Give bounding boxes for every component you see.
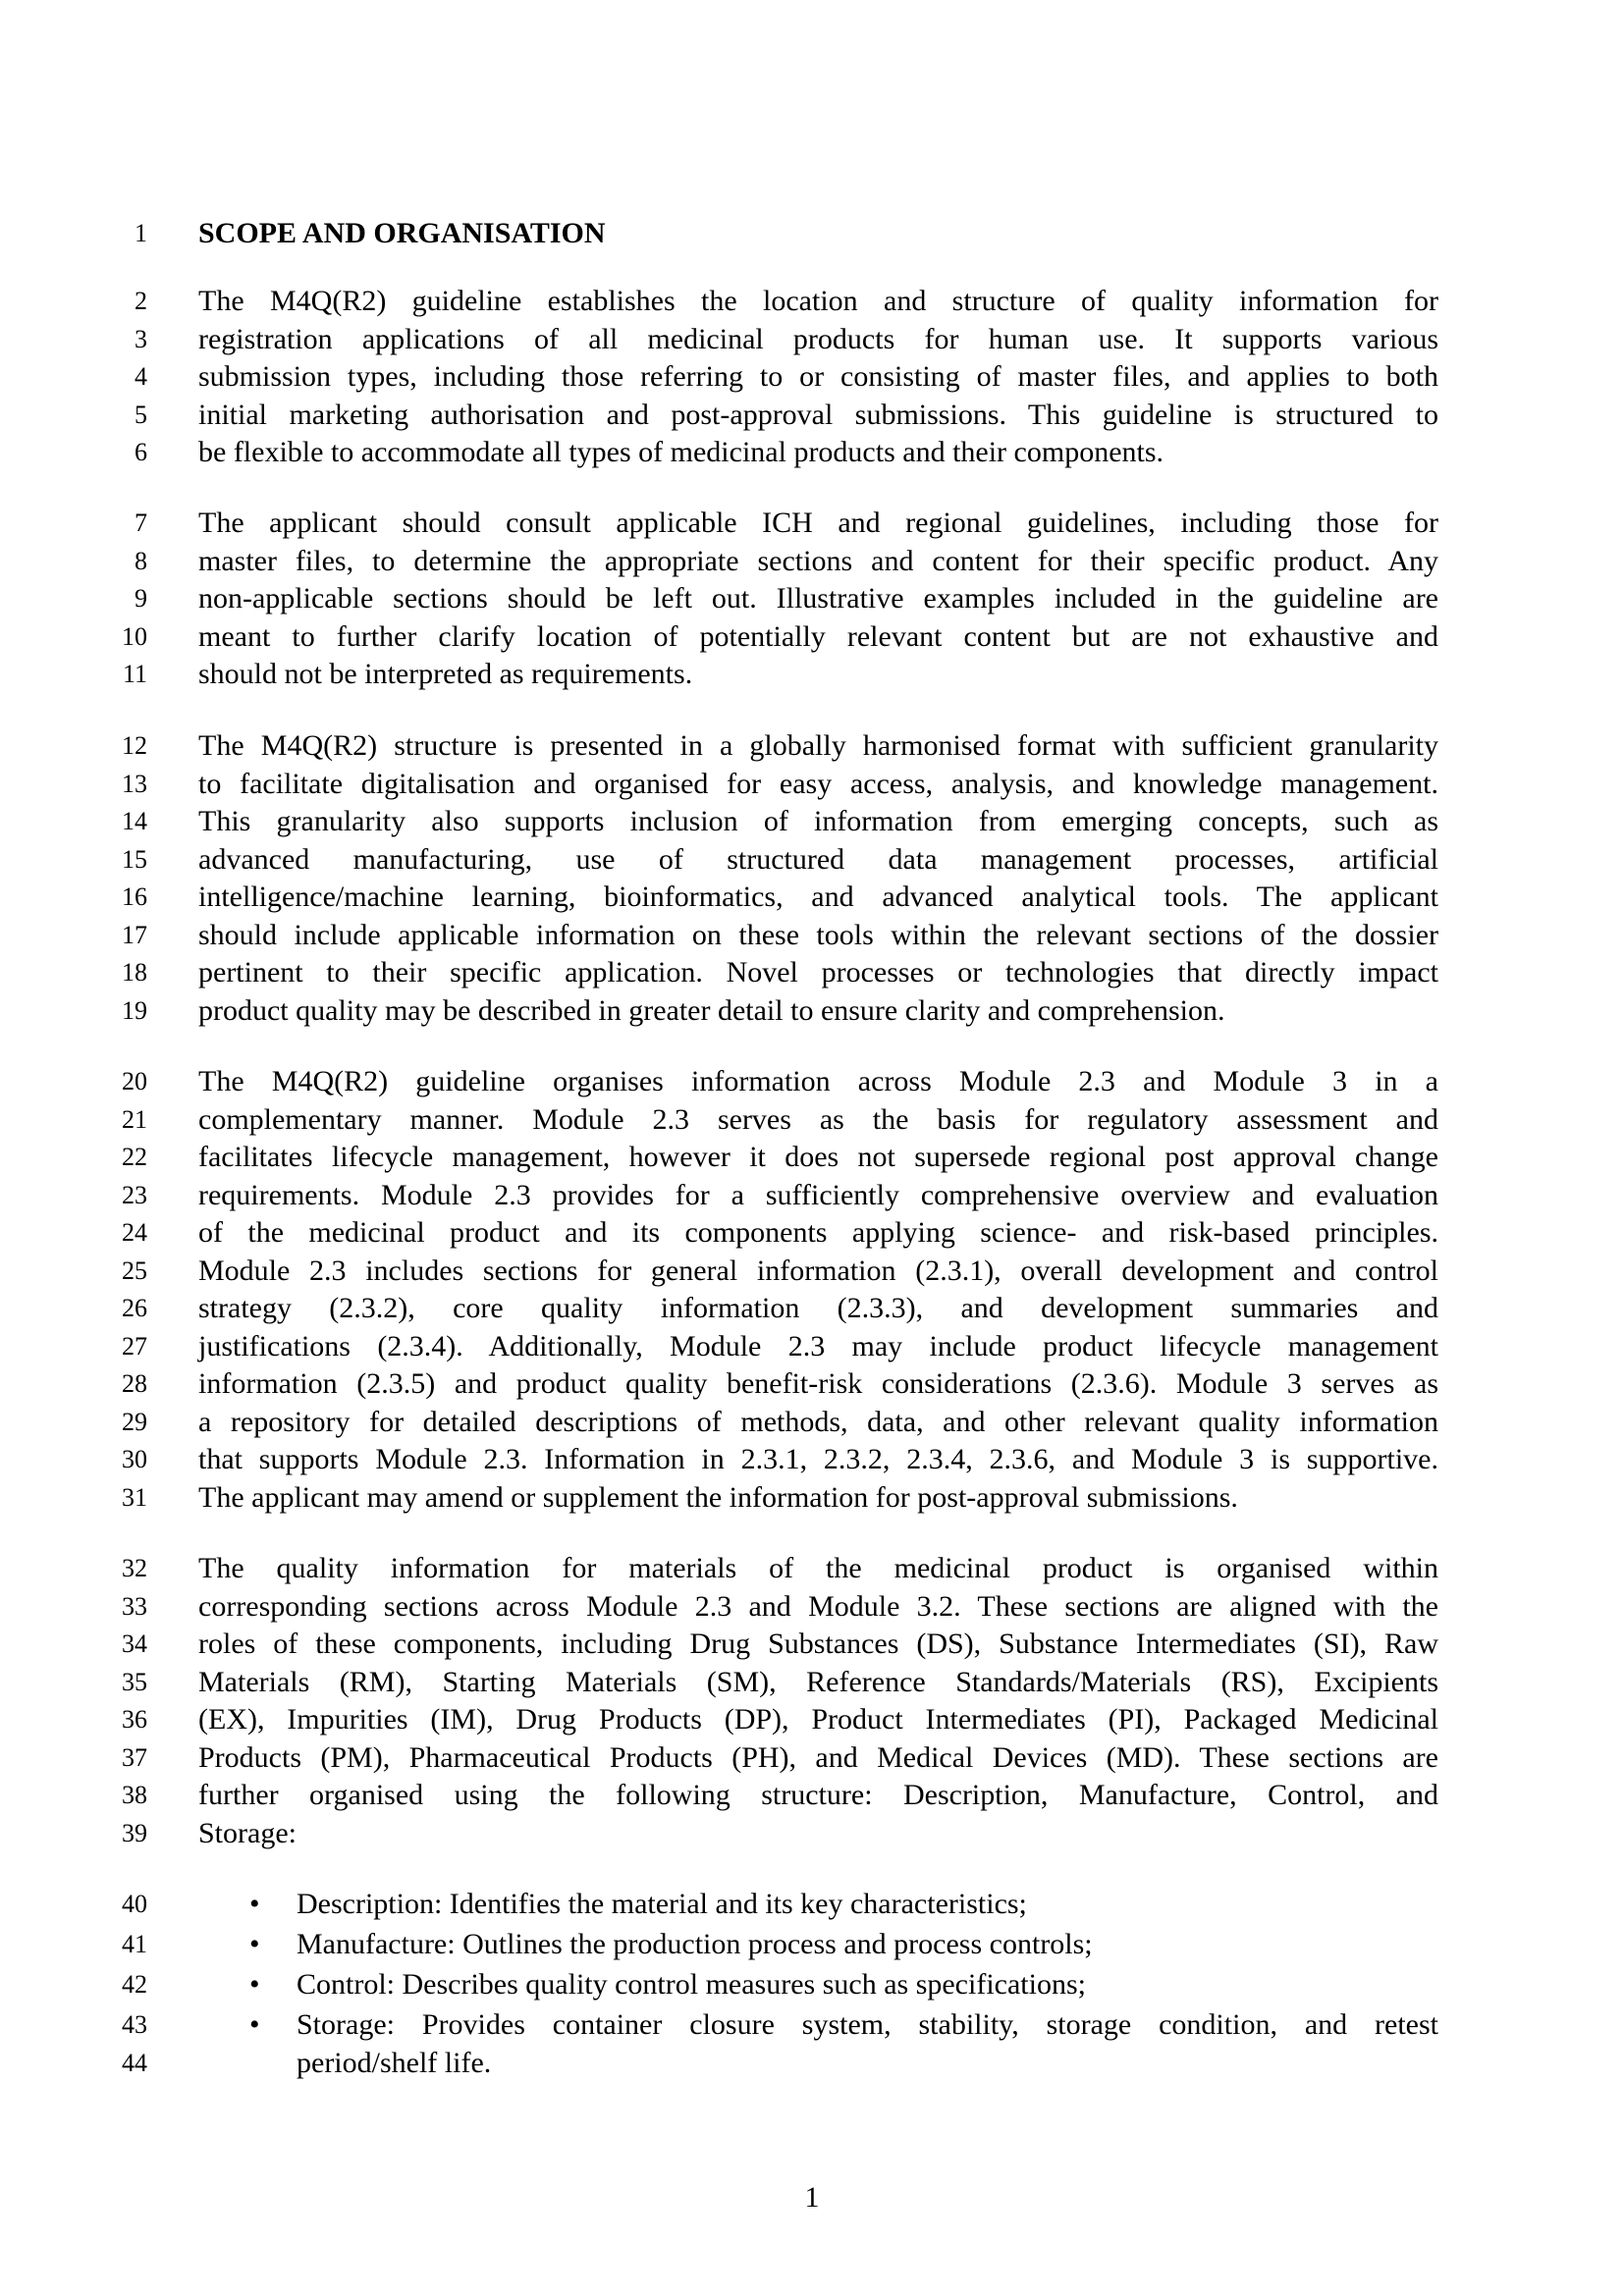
line-number: 22: [122, 1143, 147, 1171]
line-number: 32: [122, 1554, 147, 1582]
paragraph-line: submission types, including those referring to or consisting of master files, and applies to both: [198, 360, 1438, 393]
line-number: 26: [122, 1294, 147, 1322]
paragraph-line: pertinent to their specific application. Novel processes or technologies that directly impact: [198, 956, 1438, 988]
line-number: 25: [122, 1255, 147, 1285]
line-number: 2: [135, 287, 147, 315]
line-number: 40: [122, 1890, 147, 1918]
line-row: [0, 1404, 1624, 1442]
line-number: 1: [135, 219, 147, 247]
paragraph-line: corresponding sections across Module 2.3 and Module 3.2. These sections are aligned with the: [198, 1589, 1438, 1623]
paragraph-line: Module 2.3 includes sections for general information (2.3.1), overall development and control: [198, 1254, 1438, 1287]
line-row: [0, 1328, 1624, 1366]
bullet-text: period/shelf life.: [297, 2046, 492, 2079]
paragraph-line: further organised using the following structure: Description, Manufacture, Control, and: [198, 1779, 1438, 1811]
bullet-item: [0, 1886, 1624, 1924]
paragraph-line: registration applications of all medicinal products for human use. It supports various: [198, 322, 1438, 355]
line-row: [0, 1177, 1624, 1215]
line-number: 34: [122, 1629, 147, 1658]
paragraph-line: should include applicable information on these tools within the relevant sections of the dossier: [198, 918, 1438, 951]
paragraph-line: The applicant may amend or supplement the information for post-approval submissions.: [198, 1480, 1238, 1514]
line-row: [0, 1290, 1624, 1328]
paragraph-line: complementary manner. Module 2.3 serves as the basis for regulatory assessment and: [198, 1102, 1438, 1136]
line-number: 30: [122, 1445, 147, 1473]
line-row: [0, 1479, 1624, 1518]
line-number: 13: [122, 769, 147, 798]
paragraph-line: The quality information for materials of the medicinal product is organised within: [198, 1552, 1438, 1584]
line-number: 42: [122, 1970, 147, 1999]
line-row: [0, 1365, 1624, 1404]
line-number: 3: [135, 324, 147, 353]
line-number: 21: [122, 1104, 147, 1134]
bullet-icon: •: [249, 1888, 260, 1920]
bullet-icon: •: [249, 1968, 260, 2001]
bullet-text: Control: Describes quality control measures such as specifications;: [297, 1968, 1086, 2001]
bullet-text: Storage: Provides container closure system, stability, storage condition, and retest: [297, 2008, 1438, 2041]
paragraph-line: strategy (2.3.2), core quality information (2.3.3), and development summaries and: [198, 1292, 1438, 1324]
line-row: [0, 505, 1624, 543]
paragraph-line: to facilitate digitalisation and organised for easy access, analysis, and knowledge management.: [198, 767, 1438, 800]
line-number: 35: [122, 1667, 147, 1696]
line-row: [0, 1664, 1624, 1702]
line-number: 31: [122, 1482, 147, 1512]
line-row: [0, 1139, 1624, 1177]
paragraph-line: meant to further clarify location of potentially relevant content but are not exhaustive and: [198, 619, 1438, 653]
bullet-icon: •: [249, 2008, 260, 2041]
line-row: [0, 1739, 1624, 1778]
line-row: [0, 1626, 1624, 1664]
paragraph-line: The applicant should consult applicable ICH and regional guidelines, including those for: [198, 507, 1438, 539]
paragraph-line: Products (PM), Pharmaceutical Products (PH), and Medical Devices (MD). These sections are: [198, 1740, 1438, 1774]
paragraph-line: should not be interpreted as requirements.: [198, 658, 693, 690]
line-number: 27: [122, 1331, 147, 1361]
line-row: [0, 618, 1624, 657]
line-row: [0, 1214, 1624, 1253]
line-number: 11: [122, 660, 147, 688]
line-row: [0, 1588, 1624, 1627]
paragraph-line: master files, to determine the appropriate sections and content for their specific product. Any: [198, 544, 1438, 577]
line-number: 9: [135, 584, 147, 613]
line-number: 18: [122, 958, 147, 987]
paragraph-line: The M4Q(R2) structure is presented in a globally harmonised format with sufficient granularity: [198, 729, 1438, 762]
paragraph-line: facilitates lifecycle management, however it does not supersede regional post approval change: [198, 1141, 1438, 1173]
line-row: [0, 580, 1624, 618]
line-number: 19: [122, 995, 147, 1025]
bullet-item: [0, 1926, 1624, 1964]
line-row: [0, 1441, 1624, 1479]
line-row: [0, 1101, 1624, 1140]
line-number: 12: [122, 731, 147, 760]
line-row: [0, 1253, 1624, 1291]
line-row: [0, 358, 1624, 397]
line-number: 5: [135, 400, 147, 429]
paragraph-line: roles of these components, including Drug Substances (DS), Substance Intermediates (SI), Raw: [198, 1628, 1438, 1660]
paragraph-line: that supports Module 2.3. Information in 2.3.1, 2.3.2, 2.3.4, 2.3.6, and Module 3 is supportive.: [198, 1443, 1438, 1475]
line-row: [0, 656, 1624, 694]
line-number: 16: [122, 882, 147, 911]
paragraph-line: (EX), Impurities (IM), Drug Products (DP), Product Intermediates (PI), Packaged Medicinal: [198, 1703, 1438, 1735]
paragraph-line: requirements. Module 2.3 provides for a sufficiently comprehensive overview and evaluation: [198, 1178, 1438, 1211]
line-row: [0, 879, 1624, 917]
bullet-text: Manufacture: Outlines the production process and process controls;: [297, 1928, 1093, 1960]
paragraph-line: be flexible to accommodate all types of medicinal products and their components.: [198, 436, 1164, 468]
line-row: [0, 954, 1624, 992]
line-row: [0, 1777, 1624, 1815]
line-row: [0, 766, 1624, 804]
line-row: [0, 841, 1624, 880]
line-row: [0, 992, 1624, 1031]
paragraph-line: of the medicinal product and its components applying science- and risk-based principles.: [198, 1216, 1438, 1249]
line-number: 44: [122, 2048, 147, 2077]
line-row: [0, 1701, 1624, 1739]
line-row: [0, 397, 1624, 435]
paragraph-line: justifications (2.3.4). Additionally, Module 2.3 may include product lifecycle management: [198, 1329, 1438, 1362]
paragraph-line: advanced manufacturing, use of structured data management processes, artificial: [198, 842, 1438, 876]
line-number: 23: [122, 1180, 147, 1209]
line-number: 14: [122, 807, 147, 835]
line-row: [0, 434, 1624, 472]
line-number: 15: [122, 844, 147, 874]
line-number: 17: [122, 920, 147, 949]
line-number: 8: [135, 546, 147, 575]
paragraph-line: The M4Q(R2) guideline establishes the location and structure of quality information for: [198, 285, 1438, 317]
line-number: 24: [122, 1218, 147, 1247]
line-number: 39: [122, 1818, 147, 1847]
line-row: [0, 321, 1624, 359]
line-row: [0, 215, 1624, 253]
line-row: [0, 2045, 1624, 2083]
paragraph-line: non-applicable sections should be left out. Illustrative examples included in the guideline are: [198, 582, 1438, 614]
bullet-item: [0, 1966, 1624, 2004]
paragraph-line: product quality may be described in greater detail to ensure clarity and comprehension.: [198, 993, 1225, 1027]
line-number: 29: [122, 1407, 147, 1436]
line-number: 43: [122, 2010, 147, 2039]
line-row: [0, 1063, 1624, 1101]
line-number: 20: [122, 1067, 147, 1095]
line-number: 7: [135, 508, 147, 537]
line-row: [0, 917, 1624, 955]
line-number: 10: [122, 621, 147, 651]
line-row: [0, 543, 1624, 581]
paragraph-line: This granularity also supports inclusion of information from emerging concepts, such as: [198, 805, 1438, 837]
line-number: 28: [122, 1369, 147, 1398]
line-number: 36: [122, 1705, 147, 1734]
line-number: 41: [122, 1930, 147, 1958]
line-row: [0, 283, 1624, 321]
section-heading: SCOPE AND ORGANISATION: [198, 217, 606, 249]
line-number: 33: [122, 1591, 147, 1621]
paragraph-line: initial marketing authorisation and post-approval submissions. This guideline is structured to: [198, 398, 1438, 431]
line-row: [0, 727, 1624, 766]
paragraph-line: intelligence/machine learning, bioinformatics, and advanced analytical tools. The applicant: [198, 881, 1438, 913]
bullet-item: [0, 2006, 1624, 2045]
paragraph-line: Materials (RM), Starting Materials (SM), Reference Standards/Materials (RS), Excipients: [198, 1665, 1438, 1698]
line-number: 38: [122, 1781, 147, 1809]
bullet-icon: •: [249, 1928, 260, 1960]
page-number: 1: [804, 2181, 820, 2214]
paragraph-line: a repository for detailed descriptions of methods, data, and other relevant quality information: [198, 1405, 1438, 1438]
line-number: 6: [135, 438, 147, 466]
line-row: [0, 803, 1624, 841]
line-number: 4: [135, 362, 147, 391]
line-row: [0, 1815, 1624, 1853]
bullet-text: Description: Identifies the material and its key characteristics;: [297, 1888, 1027, 1920]
paragraph-line: The M4Q(R2) guideline organises information across Module 2.3 and Module 3 in a: [198, 1065, 1438, 1097]
paragraph-line: Storage:: [198, 1816, 297, 1849]
line-number: 37: [122, 1742, 147, 1772]
line-row: [0, 1550, 1624, 1588]
paragraph-line: information (2.3.5) and product quality benefit-risk considerations (2.3.6). Module 3 serves as: [198, 1367, 1438, 1400]
